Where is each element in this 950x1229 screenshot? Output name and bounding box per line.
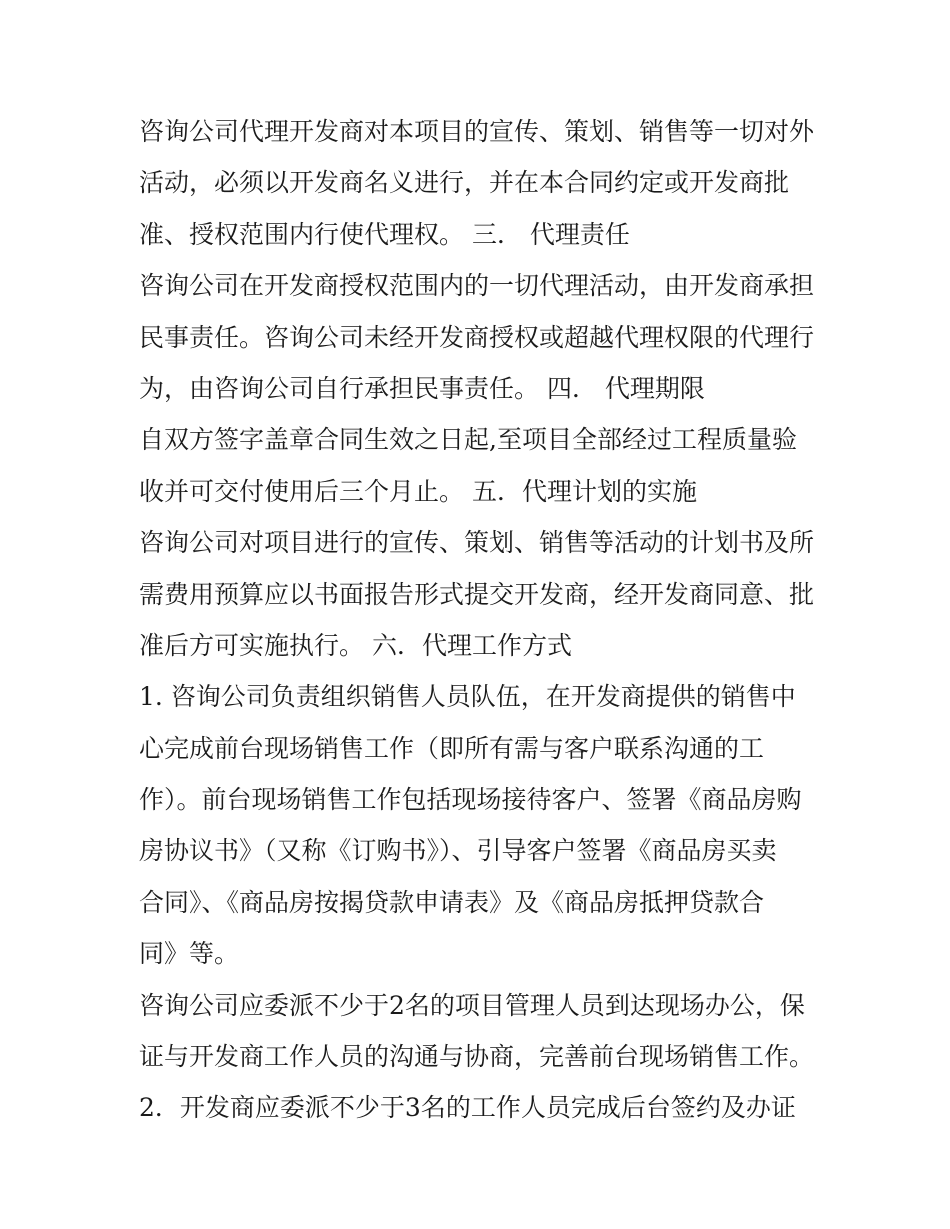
text-line: 咨询公司应委派不少于2名的项目管理人员到达现场办公，保 bbox=[139, 990, 805, 1020]
text-line: 准后方可实施执行。 六．代理工作方式 bbox=[139, 630, 572, 660]
text-line: 咨询公司在开发商授权范围内的一切代理活动，由开发商承担 bbox=[139, 271, 815, 301]
text-line: 合同》、《商品房按揭贷款申请表》及《商品房抵押贷款合 bbox=[139, 887, 765, 917]
text-line: 准、授权范围内行使代理权。 三． 代理责任 bbox=[139, 219, 630, 249]
text-line: 作）。前台现场销售工作包括现场接待客户、签署《商品房购 bbox=[139, 785, 802, 815]
text-line: 收并可交付使用后三个月止。 五．代理计划的实施 bbox=[139, 476, 697, 506]
text-line: 需费用预算应以书面报告形式提交开发商，经开发商同意、批 bbox=[139, 579, 815, 609]
text-line: 2．开发商应委派不少于3名的工作人员完成后台签约及办证 bbox=[139, 1093, 796, 1123]
text-line: 1. 咨询公司负责组织销售人员队伍，在开发商提供的销售中 bbox=[139, 682, 796, 712]
document-body bbox=[139, 106, 829, 1134]
text-line: 活动，必须以开发商名义进行，并在本合同约定或开发商批 bbox=[139, 168, 790, 198]
text-line: 咨询公司对项目进行的宣传、策划、销售等活动的计划书及所 bbox=[139, 528, 815, 558]
text-line: 为，由咨询公司自行承担民事责任。 四． 代理期限 bbox=[139, 373, 705, 403]
text-line: 心完成前台现场销售工作（即所有需与客户联系沟通的工 bbox=[139, 733, 765, 763]
text-line: 自双方签字盖章合同生效之日起,至项目全部经过工程质量验 bbox=[139, 425, 797, 455]
text-line: 同》等。 bbox=[139, 939, 240, 969]
text-line: 咨询公司代理开发商对本项目的宣传、策划、销售等一切对外 bbox=[139, 117, 815, 146]
text-line: 证与开发商工作人员的沟通与协商，完善前台现场销售工作。 bbox=[139, 1042, 815, 1072]
text-line: 房协议书》（又称《订购书》）、引导客户签署《商品房买卖 bbox=[139, 836, 777, 866]
text-line: 民事责任。咨询公司未经开发商授权或超越代理权限的代理行 bbox=[139, 322, 815, 352]
